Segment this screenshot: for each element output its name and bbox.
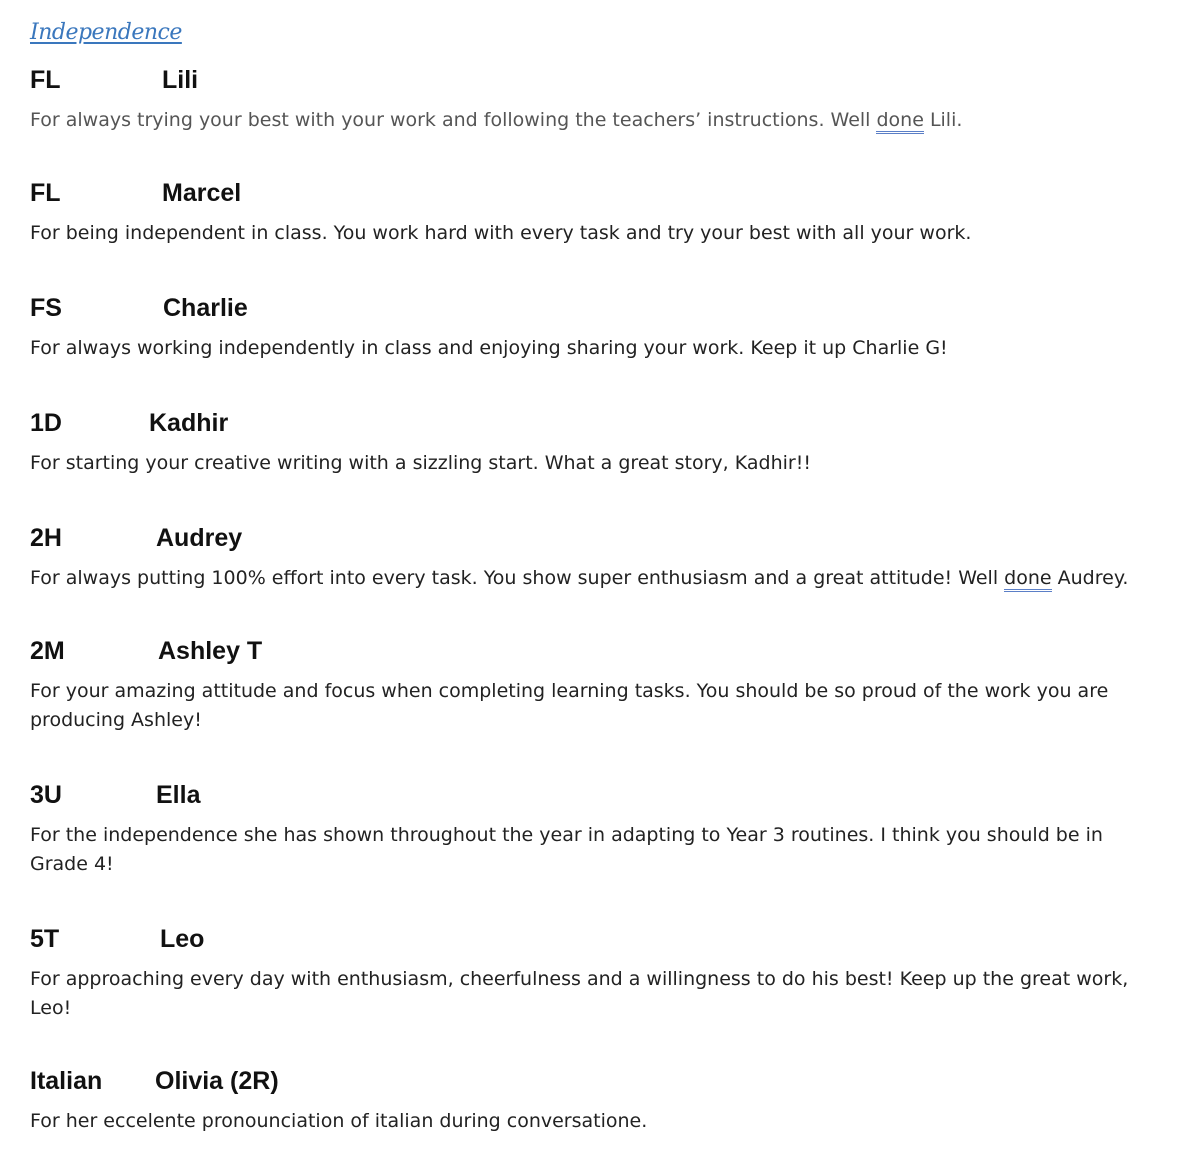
entry-heading [30,524,1180,558]
entry-student-name: Ella [156,781,201,809]
entry-class: FL [30,66,61,94]
award-entry [30,409,1180,478]
entry-student-name: Charlie [163,294,248,322]
entry-student-name: Olivia (2R) [155,1067,279,1095]
award-entry [30,294,1180,363]
entry-description: For always working independently in class and enjoying sharing your work. Keep it up Charlie G! [30,337,948,359]
entry-description: For your amazing attitude and focus when completing learning tasks. You should be so proud of the work you are producing Ashley! [30,680,1109,731]
award-entry [30,66,1180,135]
entry-heading [30,925,1180,959]
entry-student-name: Marcel [162,179,242,207]
entry-description: For always putting 100% effort into every task. You show super enthusiasm and a great attitude! Well done Audrey. [30,564,1160,593]
entry-description: For starting your creative writing with a sizzling start. What a great story, Kadhir!! [30,452,811,474]
entry-class: 2H [30,524,62,552]
entry-heading [30,781,1180,815]
entry-description: For approaching every day with enthusiasm, cheerfulness and a willingness to do his best! Keep up the great work, Leo! [30,968,1129,1019]
entry-heading [30,66,1180,100]
entry-class: Italian [30,1067,103,1095]
entry-description: For always trying your best with your work and following the teachers’ instructions. Well done Lili. [30,106,1160,135]
entry-heading [30,179,1180,213]
award-entry [30,781,1180,879]
award-entry [30,1067,1180,1136]
award-entry [30,524,1180,593]
entry-heading [30,637,1180,671]
entry-student-name: Kadhir [149,409,229,437]
award-entry [30,925,1180,1023]
entry-heading [30,409,1180,443]
spellcheck-mark: done [876,109,923,134]
entry-heading [30,294,1180,328]
entry-class: 3U [30,781,62,809]
entry-student-name: Lili [162,66,199,94]
entry-class: 5T [30,925,60,953]
award-entry [30,179,1180,248]
entry-description: For the independence she has shown throughout the year in adapting to Year 3 routines. I think you should be in Grade 4! [30,824,1103,875]
entry-description: For being independent in class. You work hard with every task and try your best with all your work. [30,222,972,244]
entry-student-name: Leo [160,925,205,953]
entry-class: 1D [30,409,62,437]
entry-description: For her eccelente pronounciation of italian during conversatione. [30,1110,648,1132]
document-title: Independence [30,20,182,45]
entry-class: 2M [30,637,65,665]
entry-class: FL [30,179,61,207]
spellcheck-mark: done [1004,567,1051,592]
entry-class: FS [30,294,62,322]
award-entry [30,637,1180,735]
entry-student-name: Audrey [156,524,243,552]
entry-heading [30,1067,1180,1101]
entry-student-name: Ashley T [158,637,263,665]
